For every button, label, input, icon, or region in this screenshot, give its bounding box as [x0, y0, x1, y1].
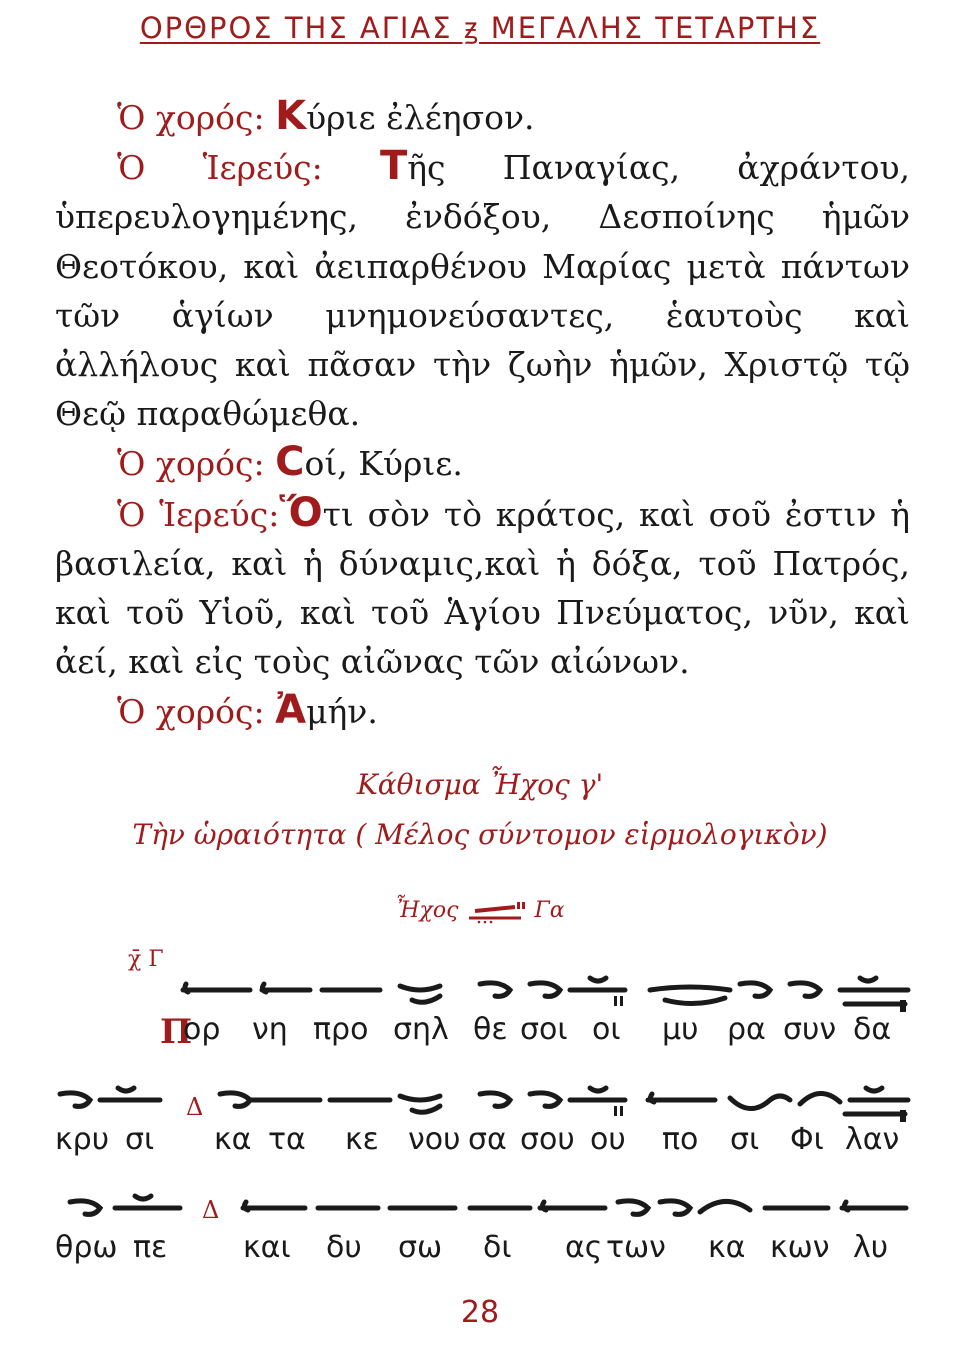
paragraph-choir-2 [55, 438, 910, 488]
score-drop-initial: Π [160, 1012, 193, 1052]
liturgical-text [55, 92, 910, 737]
syllable: των [606, 1230, 666, 1265]
speaker-label: Ὁ χορός: [117, 444, 265, 484]
syllable: προ [313, 1012, 369, 1047]
syllable: κων [770, 1230, 830, 1265]
lyrics-line-1 [0, 1012, 960, 1062]
paragraph-choir-3 [55, 686, 910, 736]
syllable: δι [483, 1230, 512, 1265]
mode-note: Γα [534, 898, 565, 923]
syllable: ου [590, 1122, 626, 1157]
paragraph-text: οί, Κύριε. [304, 444, 463, 484]
syllable: μυ [662, 1012, 699, 1047]
start-martyria: χ̄ Γ [128, 947, 164, 972]
lyrics-line-2 [0, 1122, 960, 1172]
syllable: θρω [55, 1230, 118, 1265]
page-number: 28 [460, 1295, 500, 1330]
hymn-title [0, 760, 960, 860]
syllable: συν [783, 1012, 837, 1047]
syllable: και [243, 1230, 291, 1265]
speaker-label: Ὁ χορός: [117, 692, 265, 732]
syllable: σου [520, 1122, 575, 1157]
hymn-title-line-1: Κάθισμα Ἦχος γ' [356, 768, 604, 801]
drop-initial: C [275, 439, 305, 486]
paragraph-priest-1 [55, 142, 910, 438]
syllable: κε [345, 1122, 379, 1157]
drop-initial: Τ [379, 143, 408, 190]
paragraph-text: μήν. [306, 692, 378, 732]
syllable: σι [730, 1122, 760, 1157]
mode-label: Ἦχος [395, 898, 459, 923]
syllable: λυ [853, 1230, 889, 1265]
mode-indicator [0, 898, 960, 924]
syllable: θε [473, 1012, 508, 1047]
speaker-label: Ὁ Ἱερεύς: [117, 148, 323, 188]
page-header: ΟΡΘΡΟΣ ΤΗΣ ΑΓΙΑΣ ꙃ ΜΕΓΑΛΗΣ ΤΕΤΑΡΤΗΣ [139, 11, 821, 45]
syllable: δα [853, 1012, 892, 1047]
syllable: νη [252, 1012, 288, 1047]
syllable: σι [125, 1122, 155, 1157]
syllable: ας [565, 1230, 603, 1265]
syllable: λαν [845, 1122, 900, 1157]
syllable: κα [214, 1122, 252, 1157]
lyrics-line-3 [0, 1230, 960, 1280]
paragraph-text: τι σὸν τὸ κράτος, καὶ σοῦ ἐστιν ἡ βασιλεία, καὶ ἡ δύναμις,καὶ ἡ δόξα, τοῦ Πατρός, καὶ τοῦ Υἱοῦ, καὶ τοῦ Ἁγίου Πνεύματος, νῦν, καὶ ἀεί, καὶ εἰς τοὺς αἰῶνας τῶν αἰώνων. [55, 494, 910, 682]
syllable: πε [133, 1230, 168, 1265]
syllable: σοι [520, 1012, 568, 1047]
paragraph-choir-1 [55, 92, 910, 142]
speaker-label: Ὁ χορός: [117, 98, 265, 137]
drop-initial: Κ [275, 93, 307, 139]
syllable: κα [708, 1230, 746, 1265]
syllable: τα [268, 1122, 306, 1157]
syllable: ορ [183, 1012, 221, 1047]
syllable: Φι [790, 1122, 824, 1157]
syllable: νου [408, 1122, 461, 1157]
syllable: δυ [326, 1230, 362, 1265]
hymn-title-line-2: Τὴν ὡραιότητα ( Μέλος σύντομον εἱρμολογικὸν) [132, 818, 828, 851]
syllable: κρυ [55, 1122, 110, 1157]
syllable: ρα [727, 1012, 766, 1047]
drop-initial: Ἀ [275, 687, 307, 734]
mode-signature-icon [465, 898, 527, 924]
paragraph-text: ύριε ἐλέησον. [306, 98, 535, 137]
paragraph-priest-2 [55, 489, 910, 687]
syllable: σηλ [393, 1012, 449, 1047]
syllable: σα [468, 1122, 507, 1157]
paragraph-text: ῆς Παναγίας, ἀχράντου, ὑπερευλογημένης, ἐνδόξου, Δεσποίνης ἡμῶν Θεοτόκου, καὶ ἀειπαρθένου Μαρίας μετὰ πάντων τῶν ἁγίων μνημονεύσαντες, ἑαυτοὺς καὶ ἀλλήλους καὶ πᾶσαν τὴν ζωὴν ἡμῶν, Χριστῷ τῷ Θεῷ παραθώμεθα. [55, 148, 911, 434]
martyria-sign: Δ [202, 1196, 220, 1224]
syllable: οι [592, 1012, 621, 1047]
speaker-label: Ὁ Ἱερεύς: [117, 494, 280, 534]
martyria-sign: Δ [186, 1093, 204, 1121]
drop-initial: Ὅ [279, 489, 323, 536]
syllable: πο [662, 1122, 699, 1157]
syllable: σω [398, 1230, 443, 1265]
